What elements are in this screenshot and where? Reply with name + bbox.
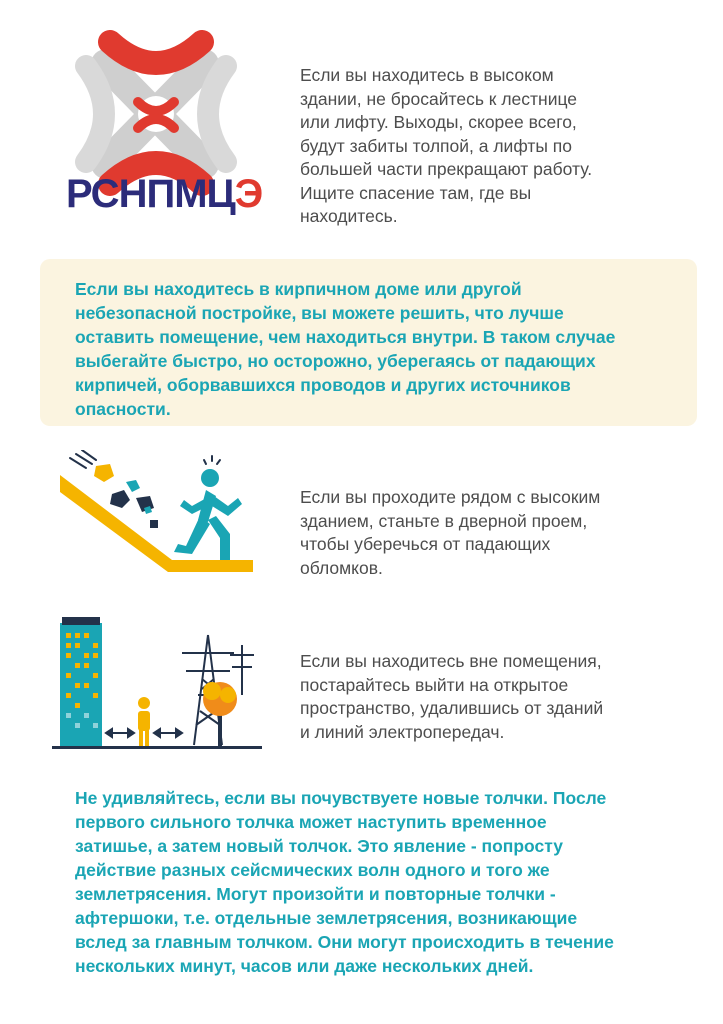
text-line: кирпичей, оборвавшихся проводов и других источников — [75, 375, 571, 395]
text-line: чтобы уберечься от падающих — [300, 534, 551, 554]
text-line: первого сильного толчка может наступить временное — [75, 812, 547, 832]
text-line: постарайтесь выйти на открытое — [300, 674, 569, 695]
text-line: землетрясения. Могут произойти и повторные толчки - — [75, 884, 556, 904]
logo-text-accent-letter: Э — [234, 172, 263, 216]
text-line: зданием, станьте в дверной проем, — [300, 510, 588, 531]
text-line: нескольких минут, часов или даже нескольких дней. — [75, 956, 534, 976]
text-line: Если вы находитесь вне помещения, — [300, 651, 602, 671]
tall-building-advice — [300, 64, 592, 229]
text-line: Ищите спасение там, где вы — [300, 182, 532, 203]
text-line: пространство, удалившись от зданий — [300, 698, 604, 718]
text-line: Не удивляйтесь, если вы почувствуете новые толчки. После — [75, 788, 607, 808]
text-line: находитесь. — [300, 206, 398, 226]
brick-house-advice — [75, 277, 615, 421]
text-line: оставить помещение, чем находиться внутри. В таком случае — [75, 327, 616, 347]
text-line: Если вы находитесь в высоком — [300, 65, 554, 85]
text-line: большей части прекращают работу. — [300, 159, 593, 179]
outdoor-advice — [300, 650, 603, 744]
text-line: Если вы находитесь в кирпичном доме или другой — [75, 279, 522, 299]
near-tall-building-advice — [300, 486, 600, 580]
building-person-powerline-tree-icon — [52, 615, 262, 751]
text-line: выбегайте быстро, но осторожно, уберегаясь от падающих — [75, 351, 596, 371]
text-line: афтершоки, т.е. отдельные землетрясения, возникающие — [75, 908, 578, 928]
text-line: или лифту. Выходы, скорее всего, — [300, 112, 577, 132]
logo-text: РСНПМЦЭ — [66, 172, 263, 216]
text-line: Если вы проходите рядом с высоким — [300, 487, 601, 507]
logo — [66, 24, 263, 224]
text-line: обломков. — [300, 557, 383, 578]
text-line: опасности. — [75, 399, 171, 419]
text-line: будут забиты толпой, а лифты по — [300, 135, 573, 156]
outdoor-illustration — [52, 615, 262, 751]
logo-text-accent — [217, 174, 245, 218]
text-line: небезопасной постройке, вы можете решить, что лучше — [75, 303, 564, 323]
text-line: и линий электропередач. — [300, 721, 505, 742]
falling-debris-running-person-icon — [60, 450, 260, 580]
text-line: здании, не бросайтесь к лестнице — [300, 88, 578, 109]
text-line: затишье, а затем новый толчок. Это явление - попросту — [75, 836, 563, 856]
aftershock-advice — [75, 786, 614, 978]
falling-debris-illustration — [60, 450, 260, 580]
text-line: действие разных сейсмических волн одного и того же — [75, 860, 550, 880]
text-line: вслед за главным толчком. Они могут происходить в течение — [75, 932, 614, 952]
